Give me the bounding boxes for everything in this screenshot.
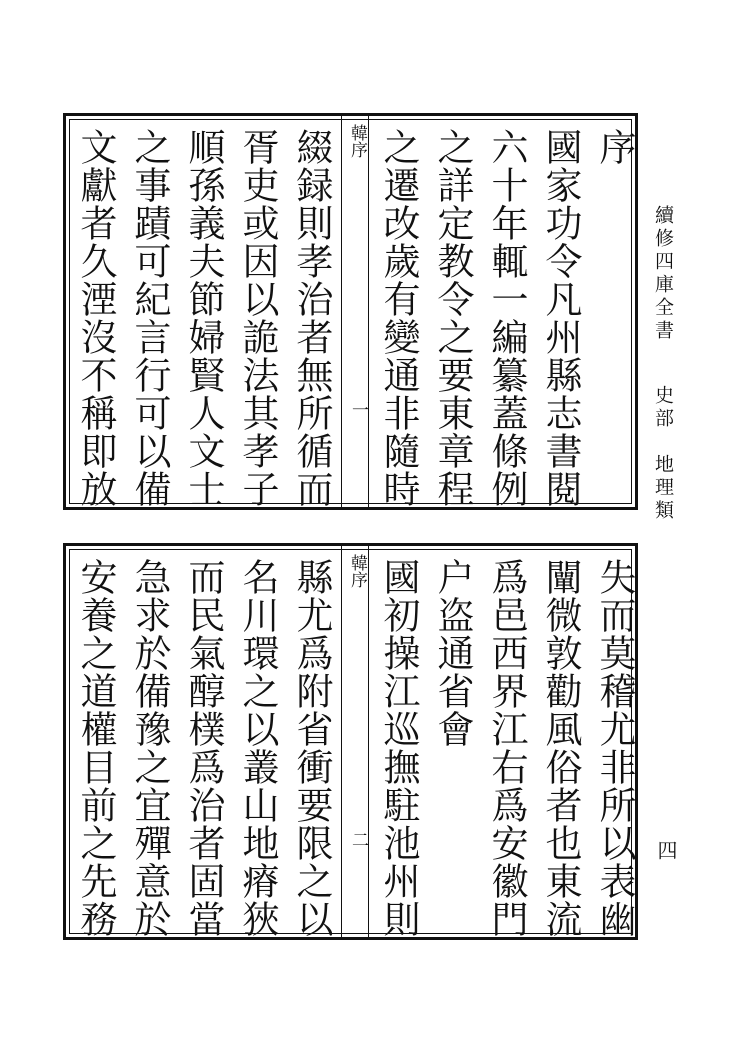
text-column: 之遷改歲有變通非隨時 (377, 128, 420, 508)
section-title: 史部 地理類 (652, 385, 674, 523)
text-column: 綴録則孝治者無所循而 (290, 128, 333, 508)
center-gutter (341, 116, 369, 507)
text-column: 六十年輒一編纂蓋條例 (485, 128, 528, 508)
text-column: 而民氣醇樸爲治者固當 (182, 558, 225, 938)
gutter-leaf-number: 二 (348, 831, 368, 848)
gutter-title: 韓序 (347, 554, 367, 588)
text-column: 胥吏或因以詭法其孝子 (236, 128, 279, 508)
text-column: 國初操江巡撫駐池州則 (377, 558, 420, 938)
text-column: 文獻者久湮沒不稱即放 (74, 128, 117, 508)
text-column: 户盗通省會 (431, 558, 474, 748)
text-column: 之詳定教令之要東章程 (431, 128, 474, 508)
text-column: 名川環之以叢山地瘠狹 (236, 558, 279, 938)
series-title: 續修四庫全書 (652, 205, 674, 343)
text-column: 失而莫稽尤非所以表幽 (593, 558, 636, 938)
text-column: 急求於備豫之宜殫意於 (128, 558, 171, 938)
center-gutter (341, 546, 369, 937)
top-leaf-panel (63, 113, 638, 510)
text-column: 安養之道權目前之先務 (74, 558, 117, 938)
text-column: 序 (593, 128, 636, 166)
text-column: 順孫義夫節婦賢人文士 (182, 128, 225, 508)
text-column: 之事蹟可紀言行可以備 (128, 128, 171, 508)
text-column: 闡微敦勸風俗者也東流 (539, 558, 582, 938)
gutter-title: 韓序 (347, 124, 367, 158)
text-column: 縣尤爲附省衝要限之以 (290, 558, 333, 938)
gutter-leaf-number: 一 (348, 401, 368, 418)
bottom-leaf-panel (63, 543, 638, 940)
text-column: 國家功令凡州縣志書閱 (539, 128, 582, 508)
page-number: 四 (654, 840, 678, 860)
text-column: 爲邑西界江右爲安徽門 (485, 558, 528, 938)
